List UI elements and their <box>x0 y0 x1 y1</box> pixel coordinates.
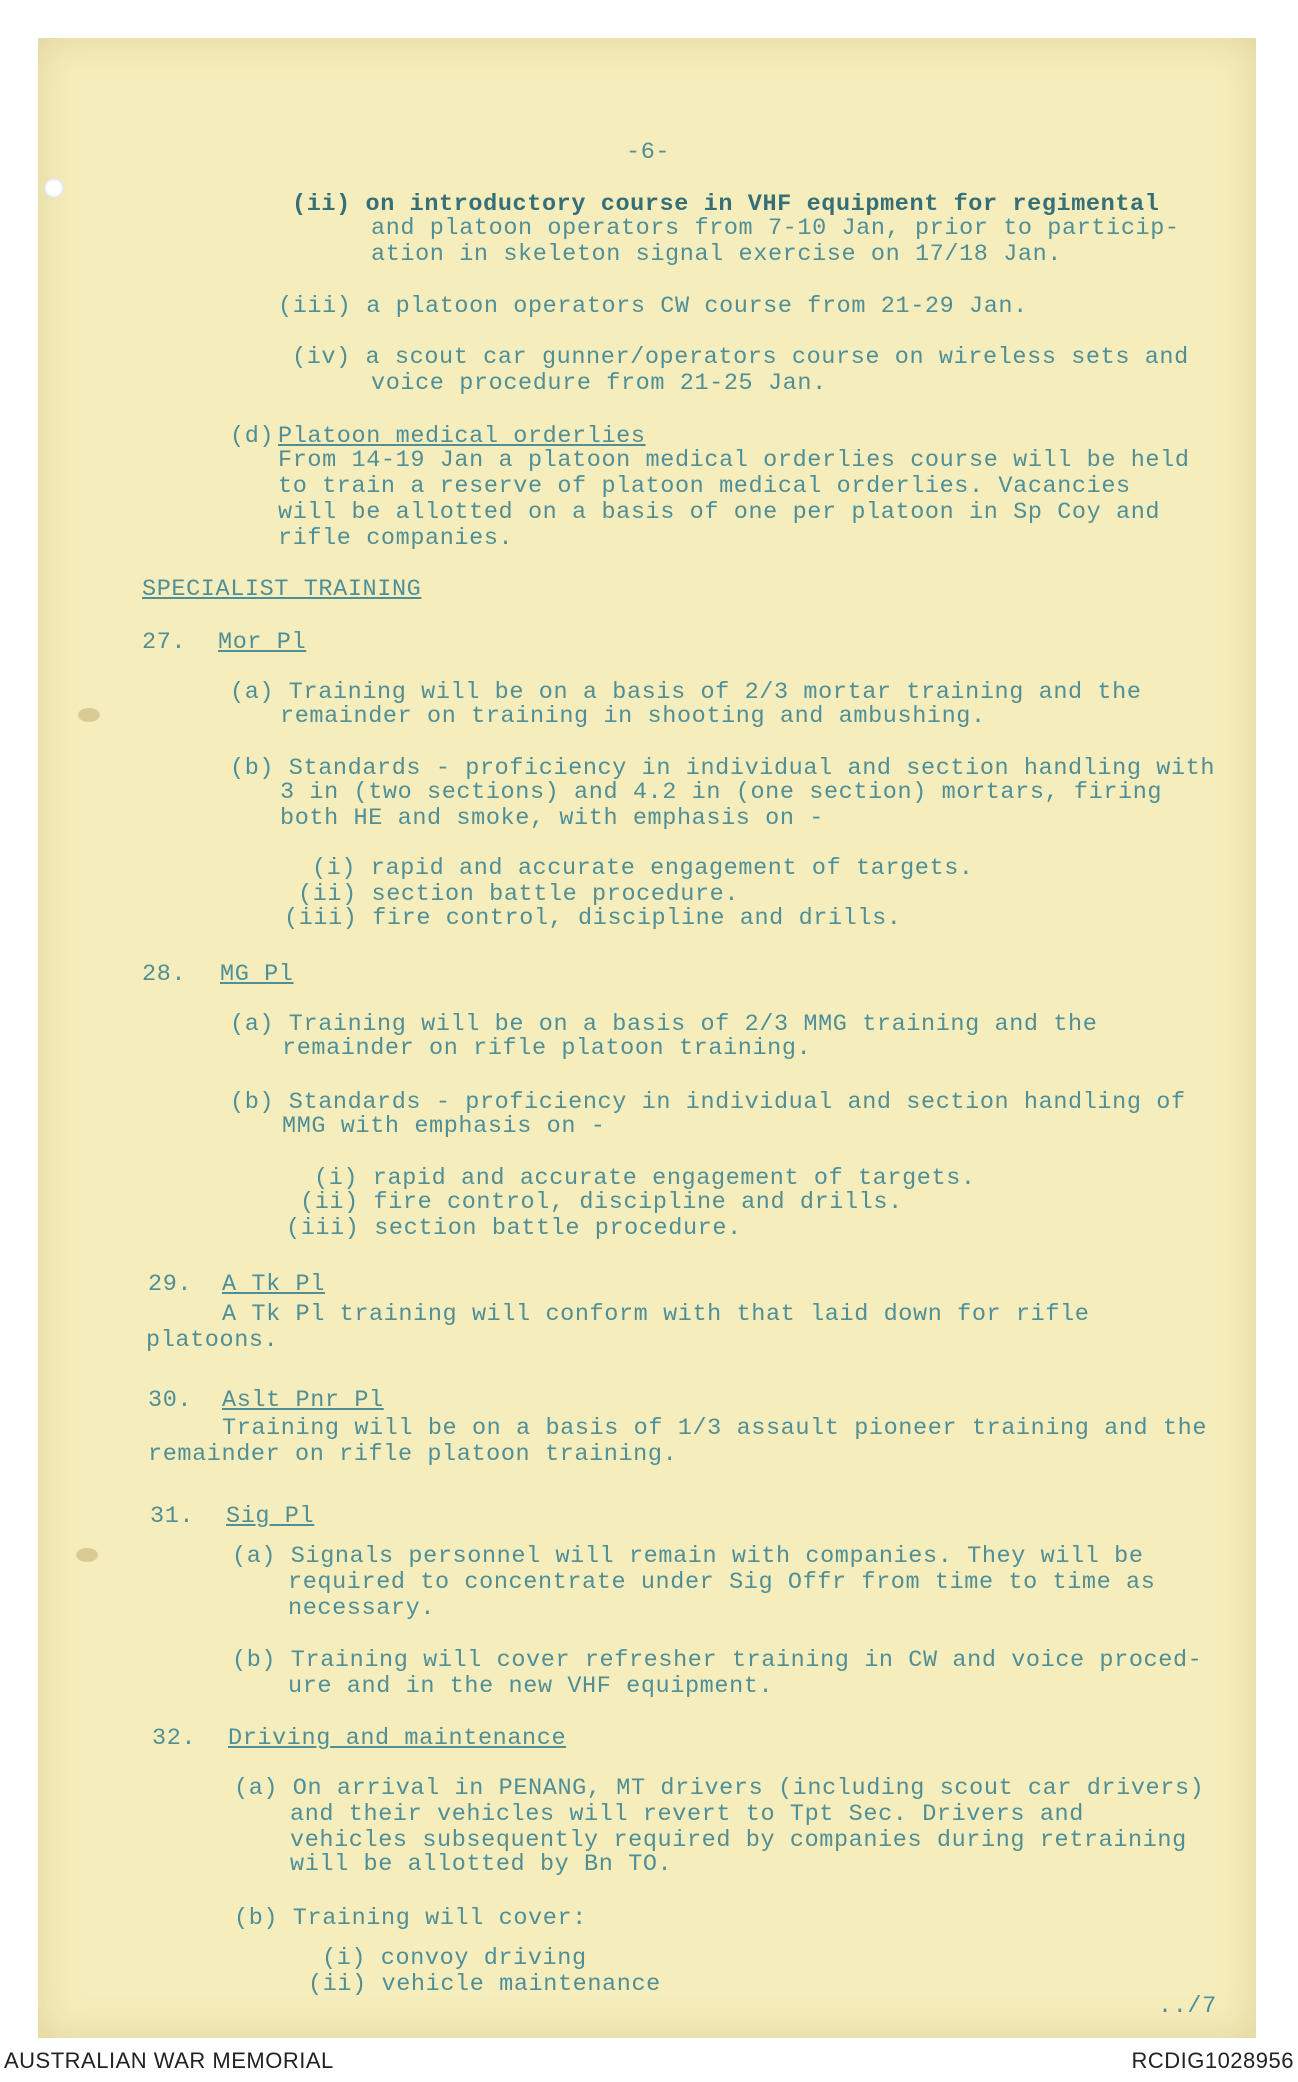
para-31-number: 31. <box>150 1503 195 1530</box>
para-28-number: 28. <box>142 961 187 988</box>
para-30-line-1: Training will be on a basis of 1/3 assault pioneer training and the <box>222 1415 1208 1442</box>
d-heading: Platoon medical orderlies <box>278 423 646 450</box>
para-28-b-1: (b) Standards - proficiency in individual and section handling of <box>230 1089 1186 1116</box>
para-31-a-1: (a) Signals personnel will remain with companies. They will be <box>232 1543 1144 1570</box>
para-31-b-1: (b) Training will cover refresher training in CW and voice proced- <box>232 1647 1203 1674</box>
para-32-number: 32. <box>152 1725 197 1752</box>
line-iv-2: voice procedure from 21-25 Jan. <box>371 370 827 397</box>
para-32-a-2: and their vehicles will revert to Tpt Sec. Drivers and <box>290 1801 1084 1828</box>
para-32-heading: Driving and maintenance <box>228 1725 567 1752</box>
para-28-iii: (iii) section battle procedure. <box>286 1215 742 1242</box>
para-28-b-2: MMG with emphasis on - <box>282 1113 606 1140</box>
d-line-2: to train a reserve of platoon medical orderlies. Vacancies <box>278 473 1131 500</box>
para-29-number: 29. <box>148 1271 193 1298</box>
para-27-ii: (ii) section battle procedure. <box>298 881 740 908</box>
footer-source: AUSTRALIAN WAR MEMORIAL <box>4 2048 334 2073</box>
para-28-i: (i) rapid and accurate engagement of targets. <box>314 1165 976 1192</box>
paper-stain <box>76 1548 98 1562</box>
continued-marker: ../7 <box>1158 1993 1217 2020</box>
para-32-b: (b) Training will cover: <box>234 1905 587 1932</box>
para-27-iii: (iii) fire control, discipline and drills. <box>284 905 902 932</box>
paper-stain <box>78 708 100 722</box>
d-line-3: will be allotted on a basis of one per platoon in Sp Coy and <box>278 499 1161 526</box>
para-27-i: (i) rapid and accurate engagement of targets. <box>312 855 974 882</box>
para-28-a-1: (a) Training will be on a basis of 2/3 MMG training and the <box>230 1011 1098 1038</box>
para-27-b-1: (b) Standards - proficiency in individual and section handling with <box>230 755 1216 782</box>
para-28-ii: (ii) fire control, discipline and drills. <box>300 1189 903 1216</box>
para-29-heading: A Tk Pl <box>222 1271 325 1298</box>
para-30-line-2: remainder on rifle platoon training. <box>148 1441 678 1468</box>
line-iv-1: (iv) a scout car gunner/operators course on wireless sets and <box>292 344 1189 371</box>
footer-id: RCDIG1028956 <box>1131 2048 1294 2073</box>
para-28-heading: MG Pl <box>220 961 294 988</box>
section-heading: SPECIALIST TRAINING <box>142 576 422 603</box>
para-30-heading: Aslt Pnr Pl <box>222 1387 384 1414</box>
para-27-heading: Mor Pl <box>218 629 307 656</box>
para-29-line-1: A Tk Pl training will conform with that laid down for rifle <box>222 1301 1090 1328</box>
para-32-a-3: vehicles subsequently required by companies during retraining <box>290 1827 1187 1854</box>
para-31-heading: Sig Pl <box>226 1503 315 1530</box>
para-32-i: (i) convoy driving <box>322 1945 587 1972</box>
para-27-b-3: both HE and smoke, with emphasis on - <box>280 805 824 832</box>
para-32-a-4: will be allotted by Bn TO. <box>290 1851 673 1878</box>
para-32-a-1: (a) On arrival in PENANG, MT drivers (including scout car drivers) <box>234 1775 1205 1802</box>
para-31-a-2: required to concentrate under Sig Offr from time to time as <box>288 1569 1156 1596</box>
d-line-1: From 14-19 Jan a platoon medical orderlies course will be held <box>278 447 1190 474</box>
line-iii: (iii) a platoon operators CW course from 21-29 Jan. <box>278 293 1028 320</box>
para-31-a-3: necessary. <box>288 1595 436 1622</box>
para-31-b-2: ure and in the new VHF equipment. <box>288 1673 774 1700</box>
line-ii-1: (ii) on introductory course in VHF equipment for regimental <box>292 191 1160 218</box>
para-27-a-1: (a) Training will be on a basis of 2/3 mortar training and the <box>230 679 1142 706</box>
d-line-4: rifle companies. <box>278 525 514 552</box>
para-27-b-2: 3 in (two sections) and 4.2 in (one section) mortars, firing <box>280 779 1163 806</box>
para-28-a-2: remainder on rifle platoon training. <box>282 1035 812 1062</box>
page-number: -6- <box>626 139 671 166</box>
para-27-number: 27. <box>142 629 187 656</box>
d-label: (d) <box>230 423 275 450</box>
punch-hole <box>44 178 64 198</box>
line-ii-2: and platoon operators from 7-10 Jan, prior to particip- <box>371 215 1180 242</box>
line-ii-3: ation in skeleton signal exercise on 17/18 Jan. <box>371 241 1063 268</box>
para-30-number: 30. <box>148 1387 193 1414</box>
para-27-a-2: remainder on training in shooting and ambushing. <box>280 703 986 730</box>
para-32-ii: (ii) vehicle maintenance <box>308 1971 661 1998</box>
para-29-line-2: platoons. <box>146 1327 279 1354</box>
